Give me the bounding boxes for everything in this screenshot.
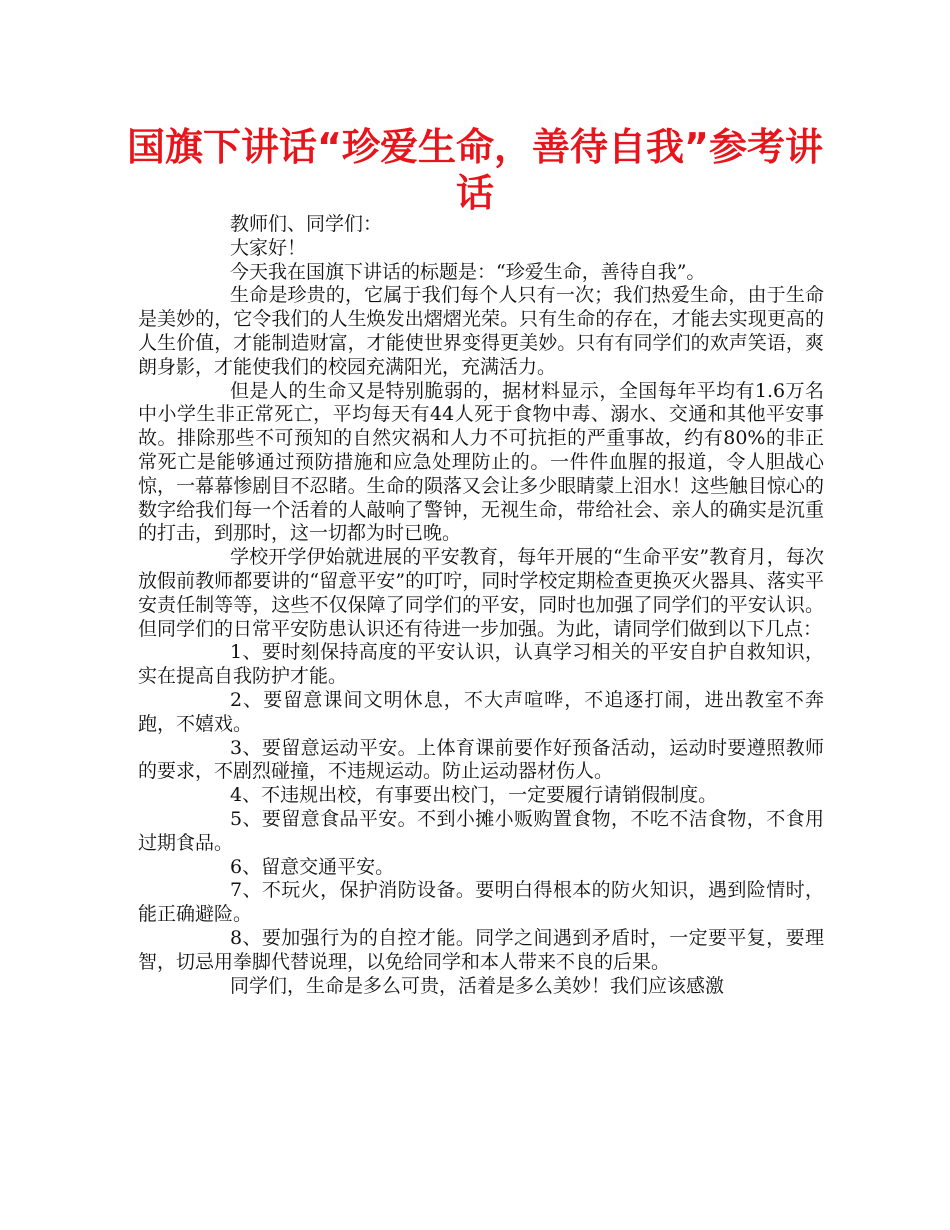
document-body <box>138 213 824 998</box>
paragraph-life-precious: 生命是珍贵的，它属于我们每个人只有一次；我们热爱生命，由于生命是美妙的，它令我们的人生焕发出熠熠光荣。只有生命的存在，才能去实现更高的人生价值，才能制造财富，才能使世界变得更美妙。只有有同学们的欢声笑语，爽朗身影，才能使我们的校园充满阳光，充满活力。 <box>138 284 824 378</box>
document-title: 国旗下讲话“珍爱生命，善待自我”参考讲话 <box>127 125 823 215</box>
paragraph-greeting: 教师们、同学们： <box>230 213 383 235</box>
list-item-4: 4、不违规出校，有事要出校门，一定要履行请销假制度。 <box>230 784 718 807</box>
list-item-5: 5、要留意食品平安。不到小摊小贩购置食物，不吃不洁食物，不食用过期食品。 <box>138 807 824 854</box>
list-item-2: 2、要留意课间文明休息，不大声喧哗，不追逐打闹，进出教室不奔跑，不嬉戏。 <box>138 688 824 735</box>
list-item-7: 7、不玩火，保护消防设备。要明白得根本的防火知识，遇到险情时，能正确避险。 <box>138 879 824 926</box>
paragraph-life-fragile: 但是人的生命又是特别脆弱的，据材料显示，全国每年平均有1.6万名中小学生非正常死亡，平均每天有44人死于食物中毒、溺水、交通和其他平安事故。排除那些不可预知的自然灾祸和人力不可抗拒的严重事故，约有80%的非正常死亡是能够通过预防措施和应急处理防止的。一件件血腥的报道，令人胆战心惊，一幕幕惨剧目不忍睹。生命的陨落又会让多少眼睛蒙上泪水！这些触目惊心的数字给我们每一个活着的人敲响了警钟，无视生命，带给社会、亲人的确实是沉重的打击，到那时，这一切都为时已晚。 <box>138 379 824 545</box>
paragraph-closing: 同学们，生命是多么可贵，活着是多么美妙！我们应该感激 <box>230 974 725 997</box>
paragraph-safety-education: 学校开学伊始就进展的平安教育，每年开展的“生命平安”教育月，每次放假前教师都要讲的“留意平安”的叮咛，同时学校定期检查更换灭火器具、落实平安责任制等等，这些不仅保障了同学们的平安，同时也加强了同学们的平安认识。但同学们的日常平安防患认识还有待进一步加强。为此，请同学们做到以下几点： <box>138 546 824 640</box>
list-item-1: 1、要时刻保持高度的平安认识，认真学习相关的平安自护自救知识，实在提高自我防护才能。 <box>138 641 824 688</box>
list-item-8: 8、要加强行为的自控才能。同学之间遇到矛盾时，一定要平复，要理智，切忌用拳脚代替说理，以免给同学和本人带来不良的后果。 <box>138 926 824 973</box>
list-item-3: 3、要留意运动平安。上体育课前要作好预备活动，运动时要遵照教师的要求，不剧烈碰撞，不违规运动。防止运动器材伤人。 <box>138 736 824 783</box>
paragraph-topic: 今天我在国旗下讲话的标题是：“珍爱生命，善待自我”。 <box>230 260 706 283</box>
paragraph-hello: 大家好！ <box>230 236 307 259</box>
list-item-6: 6、留意交通平安。 <box>230 855 395 878</box>
